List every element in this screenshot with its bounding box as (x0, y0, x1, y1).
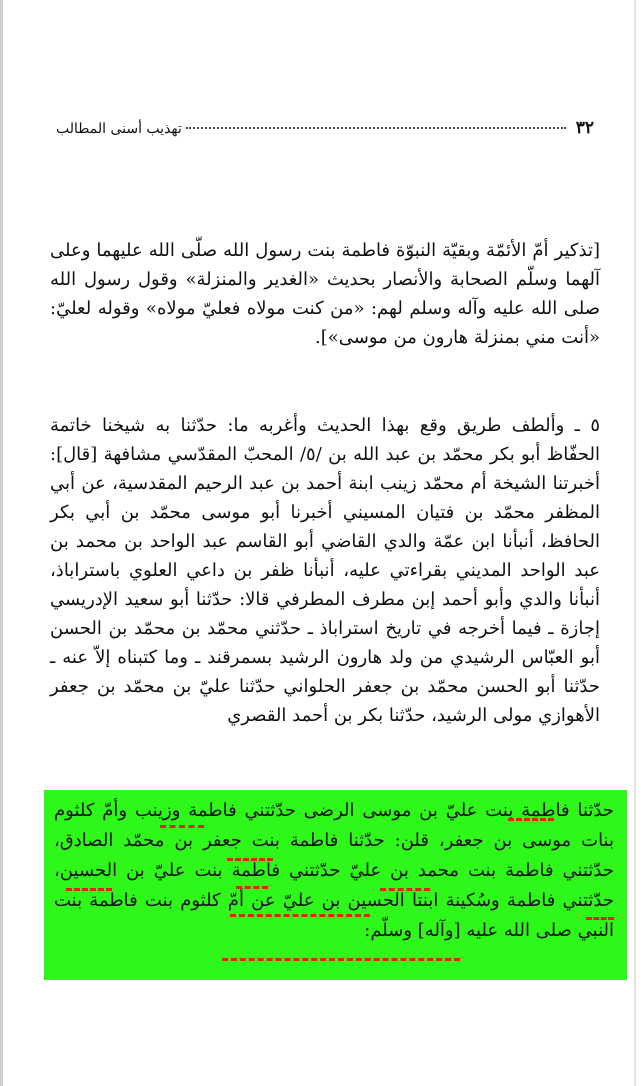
page-edge-right (634, 0, 636, 1086)
underline-mark (230, 914, 370, 917)
underline-mark (508, 818, 554, 821)
hadith-chain-paragraph (50, 411, 600, 730)
paragraph-text: ٥ ـ وألطف طريق وقع بهذا الحديث وأغربه ما: حدّثنا به شيخنا خاتمة الحفّاظ أبو بكر محمّد بن عبد الله بن /٥/ المحبّ المقدّسي مشافهة [قال]: أخبرتنا الشيخة أم محمّد زينب ابنة أحمد بن عبد الرحيم المقدسية، عن أبي المظفر محمّد بن فتيان المسيني أخبرنا أبو موسى محمّد بن أبي بكر الحافظ، أنبأنا ابن عمّة والدي القاضي أبو القاسم عبد الواحد بن محمد بن عبد الواحد المديني بقراءتي عليه، أنبأنا ظفر بن داعي العلوي باستراباذ، أنبأنا والدي وأبو أحمد إبن مطرف المطرفي قالا: حدّثنا أبو سعيد الإدريسي إجازة ـ فيما أخرجه في تاريخ استراباذ ـ حدّثني محمّد بن محمّد بن الحسن أبو العبّاس الرشيدي من ولد هارون الرشيد بسمرقند ـ وما كتبناه إلاّ عنه ـ حدّثنا أبو الحسن محمّد بن جعفر الحلواني حدّثنا عليّ بن محمّد بن جعفر الأهوازي مولى الرشيد، حدّثنا بكر بن أحمد القصري (50, 415, 601, 726)
underline-mark (66, 888, 112, 891)
book-title: تهذيب أسنى المطالب (56, 121, 182, 137)
underline-mark (586, 917, 614, 920)
section-heading-paragraph (50, 236, 600, 352)
page-number: ٣٢ (575, 118, 594, 138)
underline-mark (380, 888, 430, 891)
page-edge-left (0, 0, 3, 1086)
leader-dots (186, 127, 566, 129)
underline-mark (227, 858, 273, 861)
running-header (56, 118, 594, 144)
underline-mark (236, 886, 268, 889)
underline-mark (160, 825, 204, 828)
paragraph-text: [تذكير أمّ الأئمّة وبقيّة النبوّة فاطمة بنت رسول الله صلّى الله عليهما وعلى آلهما وسلّم الصحابة والأنصار بحديث «الغدير والمنزلة» وقول رسول الله صلى الله عليه وآله وسلم لهم: «من كنت مولاه فعليّ مولاه» وقوله لعليّ: «أنت مني بمنزلة هارون من موسى»]. (50, 240, 600, 348)
underline-mark (222, 958, 460, 961)
paragraph-text: حدّثنا فاطمة بنت عليّ بن موسى الرضى حدّثتني فاطمة وزينب وأمّ كلثوم بنات موسى بن جعفر، قلن: حدّثنا فاطمة بنت جعفر بن محمّد الصادق، حدّثتني فاطمة بنت محمد بن عليّ حدّثتني فاطمة بنت عليّ بن الحسين، حدّثتني فاطمة وسُكينة ابنتا الحسين بن عليّ عن أمّ كلثوم بنت فاطمة بنت النبي صلى الله عليه [وآله] وسلّم: (54, 800, 614, 941)
